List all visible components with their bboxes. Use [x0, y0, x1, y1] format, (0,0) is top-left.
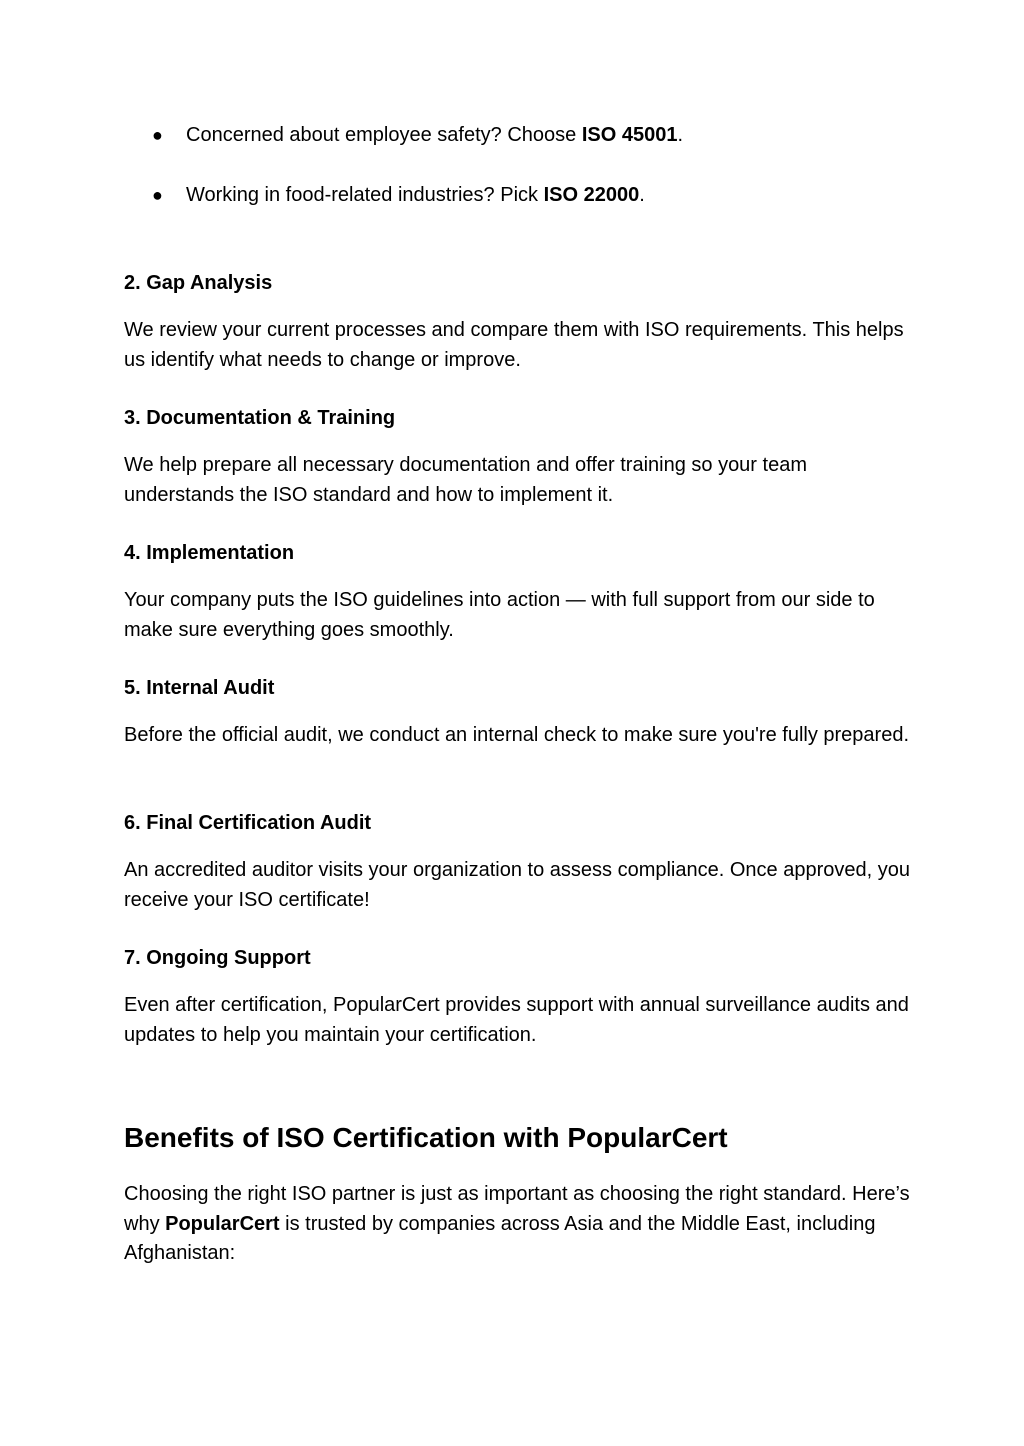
benefits-title: Benefits of ISO Certification with PopularCert	[124, 1122, 728, 1153]
step-gap-analysis	[124, 270, 914, 375]
bullet-text: Concerned about employee safety? Choose	[186, 124, 582, 146]
bullet-standard-name: ISO 22000	[543, 184, 640, 206]
step-final-certification-audit	[124, 810, 914, 915]
bullet-item-iso-22000	[0, 180, 1024, 210]
bullet-dot-icon: ●	[152, 185, 163, 205]
step-body: An accredited auditor visits your organization to assess compliance. Once approved, you receive your ISO certificate!	[124, 859, 910, 911]
step-body: Before the official audit, we conduct an internal check to make sure you're fully prepared.	[124, 724, 909, 746]
bullet-text: Working in food-related industries? Pick	[186, 184, 544, 206]
step-implementation	[124, 540, 914, 645]
step-body: We review your current processes and compare them with ISO requirements. This helps us identify what needs to change or improve.	[124, 319, 904, 371]
bullet-item-iso-45001	[0, 120, 1024, 150]
bullet-standard-name: ISO 45001	[581, 124, 678, 146]
bullet-punctuation: .	[677, 124, 683, 146]
step-documentation-training	[124, 405, 914, 510]
brand-name: PopularCert	[165, 1212, 280, 1235]
step-heading: 4. Implementation	[124, 542, 295, 564]
step-heading: 6. Final Certification Audit	[124, 812, 372, 834]
benefits-section	[124, 1120, 914, 1269]
step-body: Your company puts the ISO guidelines into action — with full support from our side to make sure everything goes smoothly.	[124, 589, 875, 641]
step-heading: 5. Internal Audit	[124, 677, 275, 699]
step-heading: 7. Ongoing Support	[124, 947, 311, 969]
step-internal-audit	[124, 675, 914, 751]
step-body: Even after certification, PopularCert provides support with annual surveillance audits and updates to help you maintain your certification.	[124, 994, 909, 1046]
benefits-intro	[124, 1180, 914, 1269]
bullet-punctuation: .	[639, 184, 645, 206]
benefits-intro-text-end: is trusted by companies across Asia and the Middle East, including Afghanistan:	[124, 1212, 876, 1264]
standards-bullet-list	[0, 120, 1024, 210]
step-heading: 2. Gap Analysis	[124, 272, 273, 294]
benefits-intro-text: Choosing the right ISO partner is just as important as choosing the right standard. Here’s why	[124, 1183, 910, 1235]
step-body: We help prepare all necessary documentation and offer training so your team understands the ISO standard and how to implement it.	[124, 454, 807, 506]
step-ongoing-support	[124, 945, 914, 1050]
bullet-dot-icon: ●	[152, 125, 163, 145]
step-heading: 3. Documentation & Training	[124, 407, 396, 429]
